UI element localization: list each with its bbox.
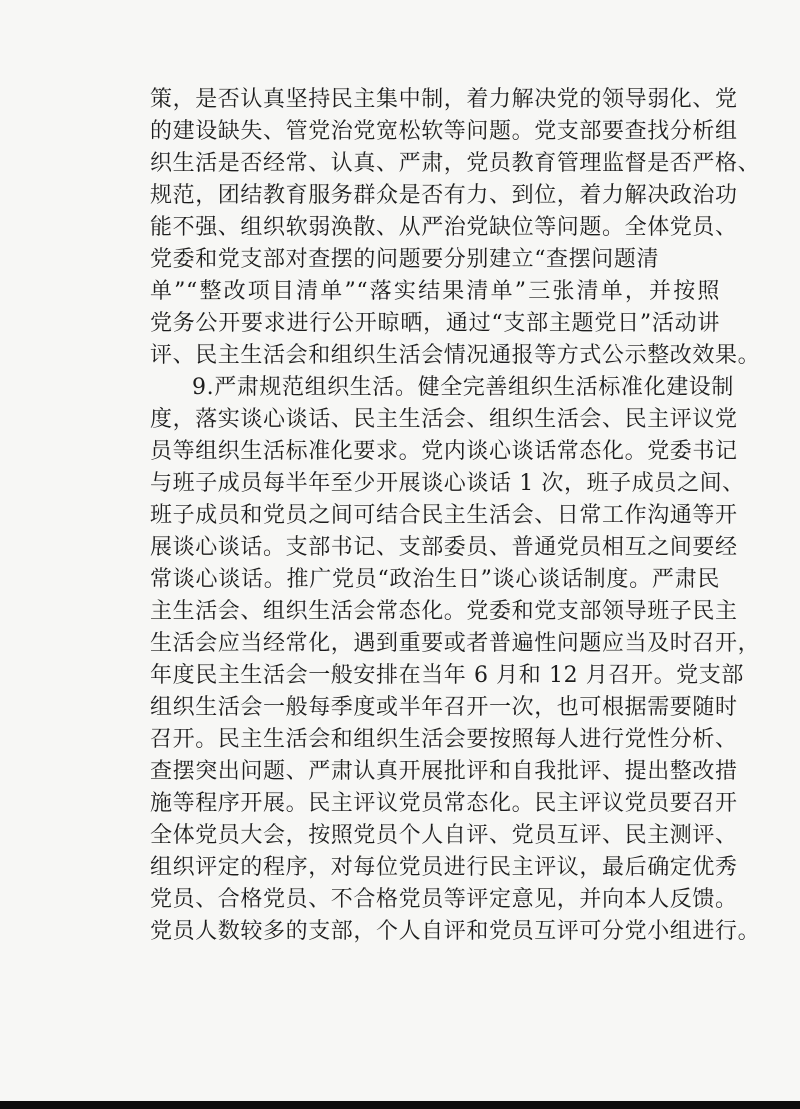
text-line: 组织评定的程序，对每位党员进行民主评议，最后确定优秀	[150, 855, 738, 880]
text-line: 常谈心谈话。推广党员“政治生日”谈心谈话制度。严肃民	[150, 567, 720, 592]
text-line: 施等程序开展。民主评议党员常态化。民主评议党员要召开	[150, 791, 738, 816]
text-line: 党务公开要求进行公开晾晒，通过“支部主题党日”活动讲	[150, 311, 720, 336]
text-line: 召开。民主生活会和组织生活会要按照每人进行党性分析、	[150, 727, 738, 752]
text-line: 查摆突出问题、严肃认真开展批评和自我批评、提出整改措	[150, 759, 738, 784]
scan-bottom-edge	[0, 1101, 800, 1109]
text-line: 全体党员大会，按照党员个人自评、党员互评、民主测评、	[150, 823, 738, 848]
text-line: 策，是否认真坚持民主集中制，着力解决党的领导弱化、党	[150, 87, 738, 112]
text-line: 单”“整改项目清单”“落实结果清单”三张清单，并按照	[150, 279, 720, 304]
text-line: 党员人数较多的支部，个人自评和党员互评可分党小组进行。	[150, 919, 761, 944]
text-line: 与班子成员每半年至少开展谈心谈话 1 次，班子成员之间、	[150, 471, 745, 496]
text-line: 规范，团结教育服务群众是否有力、到位，着力解决政治功	[150, 183, 738, 208]
text-line: 评、民主生活会和组织生活会情况通报等方式公示整改效果。	[150, 343, 761, 368]
section-heading-line: 9.严肃规范组织生活。健全完善组织生活标准化建设制	[192, 375, 734, 400]
text-line: 度，落实谈心谈话、民主生活会、组织生活会、民主评议党	[150, 407, 738, 432]
text-line: 党员、合格党员、不合格党员等评定意见，并向本人反馈。	[150, 887, 738, 912]
body-text	[150, 84, 761, 948]
text-line: 员等组织生活标准化要求。党内谈心谈话常态化。党委书记	[150, 439, 738, 464]
text-line: 展谈心谈话。支部书记、支部委员、普通党员相互之间要经	[150, 535, 738, 560]
text-line: 能不强、组织软弱涣散、从严治党缺位等问题。全体党员、	[150, 215, 738, 240]
text-line: 织生活是否经常、认真、严肃，党员教育管理监督是否严格、	[150, 151, 761, 176]
text-line: 组织生活会一般每季度或半年召开一次，也可根据需要随时	[150, 695, 738, 720]
text-line: 的建设缺失、管党治党宽松软等问题。党支部要查找分析组	[150, 119, 738, 144]
text-line: 班子成员和党员之间可结合民主生活会、日常工作沟通等开	[150, 503, 738, 528]
text-line: 主生活会、组织生活会常态化。党委和党支部领导班子民主	[150, 599, 738, 624]
text-line: 党委和党支部对查摆的问题要分别建立“查摆问题清	[150, 247, 660, 272]
text-line: 年度民主生活会一般安排在当年 6 月和 12 月召开。党支部	[150, 663, 744, 688]
text-line: 生活会应当经常化，遇到重要或者普遍性问题应当及时召开，	[150, 631, 761, 656]
